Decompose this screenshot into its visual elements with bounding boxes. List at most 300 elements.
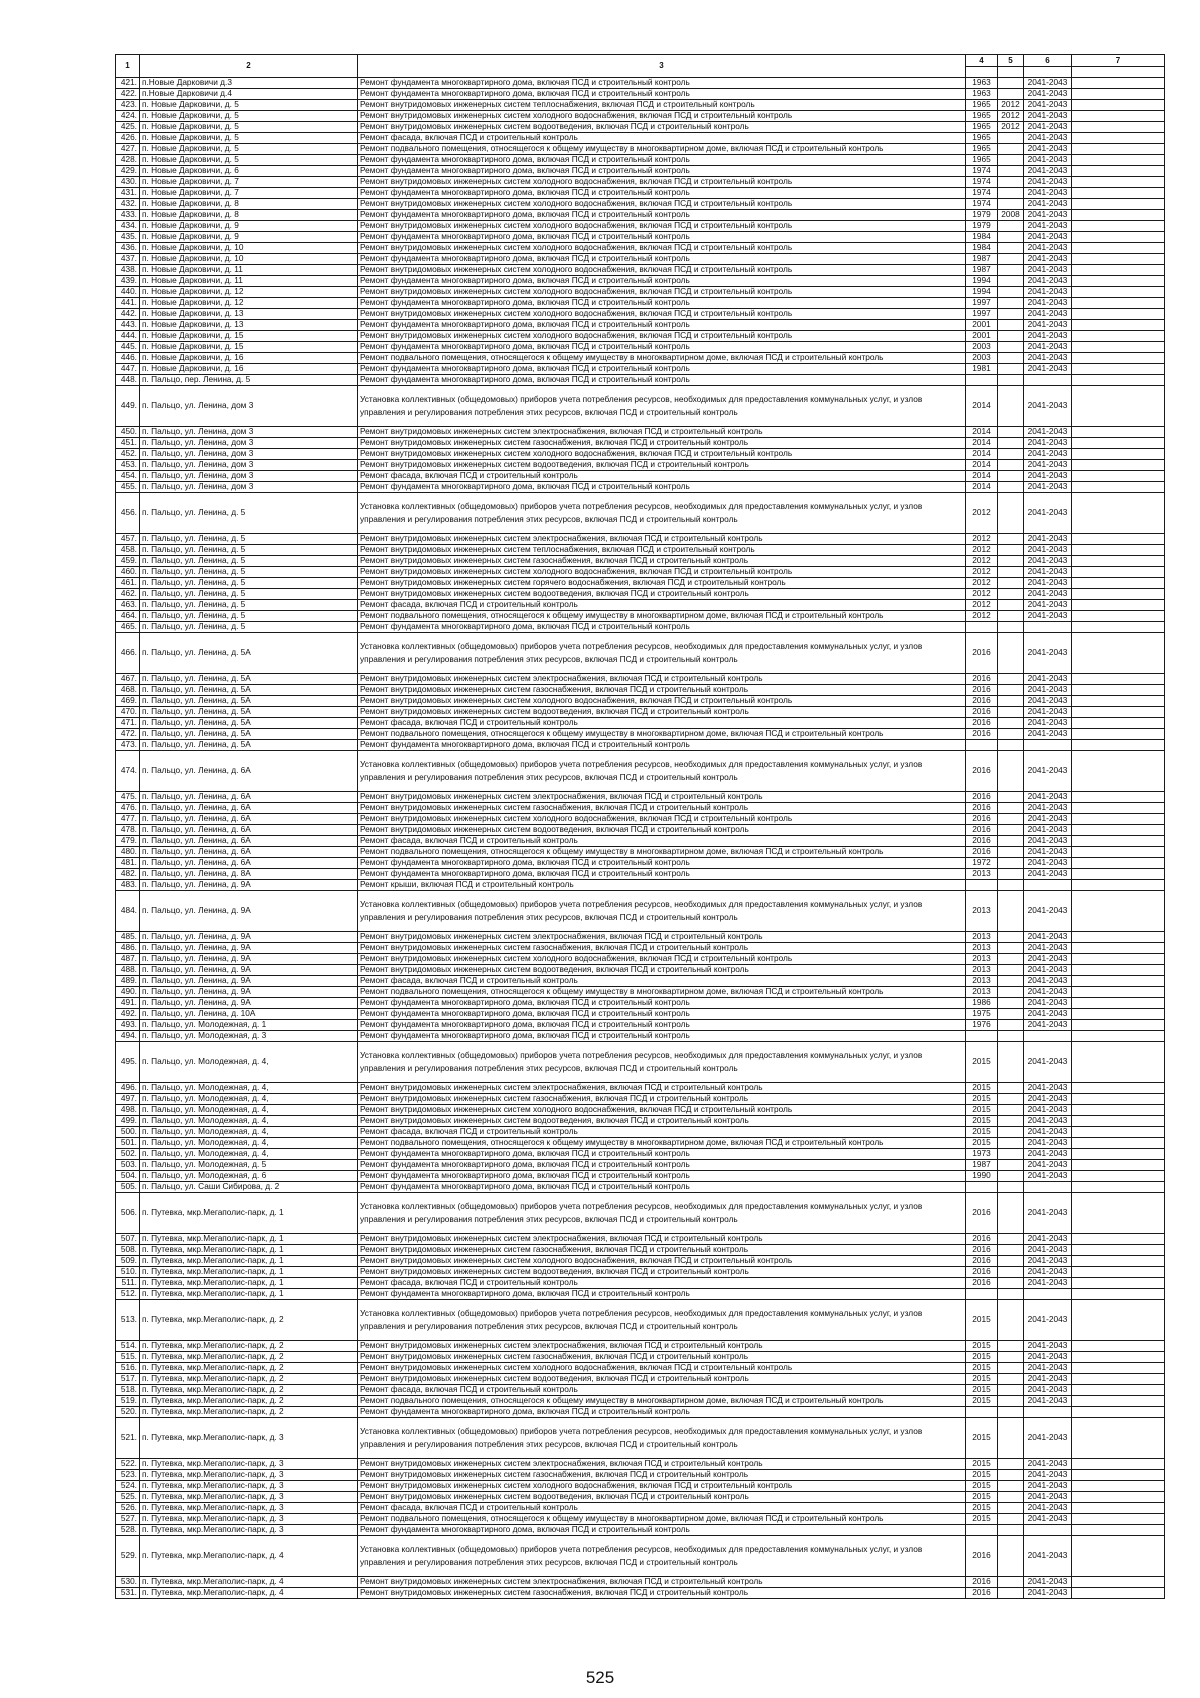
year-cell: 1994 [966,276,998,287]
year-cell: 2016 [966,1256,998,1267]
last-repair-year-cell [998,1127,1024,1138]
last-repair-year-cell [998,622,1024,633]
table-row [116,1182,1165,1193]
year-cell: 2015 [966,1363,998,1374]
last-repair-year-cell [998,674,1024,685]
work-description-cell: Ремонт фасада, включая ПСД и строительный контроль [358,1278,966,1289]
work-description-cell: Ремонт внутридомовых инженерных систем холодного водоснабжения, включая ПСД и строительный контроль [358,177,966,188]
last-repair-year-cell [998,331,1024,342]
work-description-cell: Ремонт фасада, включая ПСД и строительный контроль [358,1503,966,1514]
blank-cell [1072,1193,1165,1234]
planned-period-cell [1024,1182,1072,1193]
row-number: 457. [116,534,140,545]
blank-cell [1072,1105,1165,1116]
work-description-cell: Ремонт фундамента многоквартирного дома, включая ПСД и строительный контроль [358,1149,966,1160]
blank-cell [1072,1267,1165,1278]
table-row [116,880,1165,891]
col-1-header: 1 [116,55,140,78]
row-number: 465. [116,622,140,633]
planned-period-cell: 2041-2043 [1024,471,1072,482]
address-cell: п. Новые Дарковичи, д. 12 [140,298,358,309]
last-repair-year-cell [998,1503,1024,1514]
last-repair-year-cell [998,1418,1024,1459]
planned-period-cell: 2041-2043 [1024,1492,1072,1503]
planned-period-cell: 2041-2043 [1024,482,1072,493]
planned-period-cell: 2041-2043 [1024,265,1072,276]
row-number: 514. [116,1341,140,1352]
last-repair-year-cell [998,1374,1024,1385]
row-number: 490. [116,987,140,998]
work-description-cell: Ремонт крыши, включая ПСД и строительный контроль [358,880,966,891]
row-number: 455. [116,482,140,493]
blank-cell [1072,243,1165,254]
row-number: 516. [116,1363,140,1374]
work-description-cell: Ремонт фундамента многоквартирного дома, включая ПСД и строительный контроль [358,232,966,243]
planned-period-cell: 2041-2043 [1024,718,1072,729]
address-cell: п. Пальцо, пер. Ленина, д. 5 [140,375,358,386]
blank-cell [1072,1138,1165,1149]
planned-period-cell [1024,1289,1072,1300]
planned-period-cell: 2041-2043 [1024,1149,1072,1160]
address-cell: п. Пальцо, ул. Молодежная, д. 4, [140,1083,358,1094]
address-cell: п. Путевка, мкр.Мегаполис-парк, д. 3 [140,1481,358,1492]
table-row [116,298,1165,309]
work-description-cell: Ремонт внутридомовых инженерных систем водоотведения, включая ПСД и строительный контроль [358,1267,966,1278]
row-number: 525. [116,1492,140,1503]
table-row [116,1525,1165,1536]
blank-cell [1072,386,1165,427]
work-description-cell: Ремонт внутридомовых инженерных систем холодного водоснабжения, включая ПСД и строительный контроль [358,1105,966,1116]
work-description-cell: Ремонт внутридомовых инженерных систем электроснабжения, включая ПСД и строительный контроль [358,932,966,943]
blank-cell [1072,1492,1165,1503]
planned-period-cell [1024,1525,1072,1536]
row-number: 508. [116,1245,140,1256]
col-4-header: 4 [966,55,998,67]
row-number: 481. [116,858,140,869]
planned-period-cell: 2041-2043 [1024,803,1072,814]
planned-period-cell: 2041-2043 [1024,1009,1072,1020]
work-description-cell: Ремонт внутридомовых инженерных систем горячего водоснабжения, включая ПСД и строительный контроль [358,578,966,589]
row-number: 512. [116,1289,140,1300]
last-repair-year-cell [998,232,1024,243]
address-cell: п. Новые Дарковичи, д. 6 [140,166,358,177]
address-cell: п. Пальцо, ул. Молодежная, д. 4, [140,1149,358,1160]
address-cell: п. Путевка, мкр.Мегаполис-парк, д. 2 [140,1396,358,1407]
last-repair-year-cell [998,298,1024,309]
table-row [116,1009,1165,1020]
blank-cell [1072,199,1165,210]
address-cell: п. Пальцо, ул. Саши Сибирова, д. 2 [140,1182,358,1193]
row-number: 446. [116,353,140,364]
year-cell: 1987 [966,254,998,265]
last-repair-year-cell [998,1525,1024,1536]
blank-cell [1072,858,1165,869]
work-description-cell: Ремонт фундамента многоквартирного дома, включая ПСД и строительный контроль [358,1171,966,1182]
work-description-cell: Ремонт внутридомовых инженерных систем водоотведения, включая ПСД и строительный контроль [358,965,966,976]
table-row [116,1042,1165,1083]
header-spacer-cell [998,67,1024,78]
address-cell: п. Пальцо, ул. Ленина, д. 5 [140,556,358,567]
year-cell: 2016 [966,1588,998,1599]
planned-period-cell: 2041-2043 [1024,1256,1072,1267]
table-row [116,309,1165,320]
address-cell: п. Пальцо, ул. Ленина, д. 9А [140,987,358,998]
last-repair-year-cell [998,589,1024,600]
last-repair-year-cell [998,556,1024,567]
planned-period-cell: 2041-2043 [1024,932,1072,943]
last-repair-year-cell: 2012 [998,111,1024,122]
work-description-cell: Установка коллективных (общедомовых) приборов учета потребления ресурсов, необходимых для предоставления коммунальных услуг, и узлов управления и регулирования потребления этих ресурсов, включая ПСД и строительный контроль [358,633,966,674]
work-description-cell: Ремонт внутридомовых инженерных систем водоотведения, включая ПСД и строительный контроль [358,589,966,600]
address-cell: п. Путевка, мкр.Мегаполис-парк, д. 2 [140,1352,358,1363]
blank-cell [1072,1234,1165,1245]
table-row [116,1536,1165,1577]
work-description-cell: Ремонт фундамента многоквартирного дома, включая ПСД и строительный контроль [358,166,966,177]
table-row [116,375,1165,386]
address-cell: п. Путевка, мкр.Мегаполис-парк, д. 2 [140,1385,358,1396]
planned-period-cell: 2041-2043 [1024,111,1072,122]
year-cell: 1963 [966,89,998,100]
work-description-cell: Ремонт фундамента многоквартирного дома, включая ПСД и строительный контроль [358,364,966,375]
planned-period-cell: 2041-2043 [1024,243,1072,254]
address-cell: п. Путевка, мкр.Мегаполис-парк, д. 1 [140,1193,358,1234]
blank-cell [1072,364,1165,375]
row-number: 464. [116,611,140,622]
last-repair-year-cell [998,144,1024,155]
table-row [116,1396,1165,1407]
table-row [116,858,1165,869]
last-repair-year-cell [998,545,1024,556]
address-cell: п. Пальцо, ул. Молодежная, д. 4, [140,1105,358,1116]
address-cell: п. Пальцо, ул. Молодежная, д. 3 [140,1031,358,1042]
work-description-cell: Ремонт фундамента многоквартирного дома, включая ПСД и строительный контроль [358,298,966,309]
planned-period-cell: 2041-2043 [1024,386,1072,427]
address-cell: п. Новые Дарковичи, д. 9 [140,221,358,232]
year-cell: 2015 [966,1300,998,1341]
year-cell: 1997 [966,298,998,309]
year-cell: 1984 [966,232,998,243]
blank-cell [1072,1341,1165,1352]
last-repair-year-cell [998,567,1024,578]
year-cell [966,1525,998,1536]
table-row [116,287,1165,298]
last-repair-year-cell [998,1396,1024,1407]
blank-cell [1072,751,1165,792]
address-cell: п.Новые Дарковичи д.4 [140,89,358,100]
year-cell: 1984 [966,243,998,254]
year-cell: 2013 [966,954,998,965]
table-row [116,1459,1165,1470]
work-description-cell: Ремонт фасада, включая ПСД и строительный контроль [358,976,966,987]
table-row [116,199,1165,210]
table-row [116,1083,1165,1094]
year-cell: 2016 [966,847,998,858]
row-number: 509. [116,1256,140,1267]
table-row [116,221,1165,232]
table-row [116,847,1165,858]
address-cell: п. Новые Дарковичи, д. 16 [140,364,358,375]
last-repair-year-cell [998,751,1024,792]
planned-period-cell: 2041-2043 [1024,342,1072,353]
table-row [116,567,1165,578]
blank-cell [1072,210,1165,221]
planned-period-cell [1024,880,1072,891]
blank-cell [1072,567,1165,578]
planned-period-cell: 2041-2043 [1024,309,1072,320]
planned-period-cell [1024,1031,1072,1042]
table-row [116,1588,1165,1599]
address-cell: п. Пальцо, ул. Молодежная, д. 4, [140,1042,358,1083]
work-description-cell: Ремонт фундамента многоквартирного дома, включая ПСД и строительный контроль [358,320,966,331]
planned-period-cell: 2041-2043 [1024,331,1072,342]
work-description-cell: Ремонт внутридомовых инженерных систем холодного водоснабжения, включая ПСД и строительный контроль [358,1481,966,1492]
year-cell: 2013 [966,965,998,976]
table-row [116,1256,1165,1267]
work-description-cell: Ремонт внутридомовых инженерных систем холодного водоснабжения, включая ПСД и строительный контроль [358,331,966,342]
blank-cell [1072,1009,1165,1020]
planned-period-cell: 2041-2043 [1024,199,1072,210]
table-row [116,342,1165,353]
last-repair-year-cell [998,1234,1024,1245]
row-number: 505. [116,1182,140,1193]
year-cell: 2015 [966,1459,998,1470]
blank-cell [1072,1503,1165,1514]
row-number: 427. [116,144,140,155]
address-cell: п. Пальцо, ул. Ленина, д. 6А [140,803,358,814]
row-number: 480. [116,847,140,858]
planned-period-cell: 2041-2043 [1024,89,1072,100]
address-cell: п. Пальцо, ул. Молодежная, д. 4, [140,1127,358,1138]
last-repair-year-cell [998,1492,1024,1503]
blank-cell [1072,155,1165,166]
address-cell: п. Путевка, мкр.Мегаполис-парк, д. 3 [140,1418,358,1459]
year-cell: 2015 [966,1127,998,1138]
table-row [116,386,1165,427]
year-cell: 2015 [966,1083,998,1094]
address-cell: п. Пальцо, ул. Ленина, д. 8А [140,869,358,880]
address-cell: п. Путевка, мкр.Мегаполис-парк, д. 1 [140,1256,358,1267]
row-number: 473. [116,740,140,751]
row-number: 425. [116,122,140,133]
year-cell: 1963 [966,78,998,89]
table-row [116,155,1165,166]
row-number: 498. [116,1105,140,1116]
work-description-cell: Установка коллективных (общедомовых) приборов учета потребления ресурсов, необходимых для предоставления коммунальных услуг, и узлов управления и регулирования потребления этих ресурсов, включая ПСД и строительный контроль [358,1193,966,1234]
row-number: 422. [116,89,140,100]
table-row [116,1492,1165,1503]
col-7-header: 7 [1072,55,1165,67]
table-row [116,965,1165,976]
table-row [116,600,1165,611]
address-cell: п. Путевка, мкр.Мегаполис-парк, д. 3 [140,1503,358,1514]
year-cell: 2015 [966,1418,998,1459]
blank-cell [1072,320,1165,331]
blank-cell [1072,740,1165,751]
planned-period-cell: 2041-2043 [1024,534,1072,545]
planned-period-cell: 2041-2043 [1024,166,1072,177]
last-repair-year-cell [998,1171,1024,1182]
table-row [116,578,1165,589]
address-cell: п. Пальцо, ул. Ленина, д. 6А [140,792,358,803]
address-cell: п. Новые Дарковичи, д. 12 [140,287,358,298]
blank-cell [1072,1289,1165,1300]
year-cell: 2013 [966,891,998,932]
row-number: 520. [116,1407,140,1418]
last-repair-year-cell [998,133,1024,144]
work-description-cell: Ремонт внутридомовых инженерных систем холодного водоснабжения, включая ПСД и строительный контроль [358,1363,966,1374]
last-repair-year-cell [998,471,1024,482]
work-description-cell: Ремонт внутридомовых инженерных систем водоотведения, включая ПСД и строительный контроль [358,1116,966,1127]
address-cell: п. Путевка, мкр.Мегаполис-парк, д. 2 [140,1363,358,1374]
row-number: 460. [116,567,140,578]
address-cell: п. Путевка, мкр.Мегаполис-парк, д. 2 [140,1300,358,1341]
work-description-cell: Ремонт подвального помещения, относящегося к общему имуществу в многоквартирном доме, включая ПСД и строительный контроль [358,144,966,155]
row-number: 487. [116,954,140,965]
table-row [116,438,1165,449]
last-repair-year-cell [998,221,1024,232]
planned-period-cell: 2041-2043 [1024,729,1072,740]
address-cell: п. Новые Дарковичи, д. 5 [140,122,358,133]
last-repair-year-cell [998,1536,1024,1577]
year-cell: 2014 [966,460,998,471]
blank-cell [1072,1020,1165,1031]
work-description-cell: Ремонт фундамента многоквартирного дома, включая ПСД и строительный контроль [358,188,966,199]
table-body [116,78,1165,1599]
year-cell: 1979 [966,210,998,221]
work-description-cell: Ремонт фундамента многоквартирного дома, включая ПСД и строительный контроль [358,1031,966,1042]
year-cell: 2016 [966,729,998,740]
table-row [116,1289,1165,1300]
year-cell: 2016 [966,633,998,674]
year-cell: 2015 [966,1341,998,1352]
table-row [116,1503,1165,1514]
work-description-cell: Установка коллективных (общедомовых) приборов учета потребления ресурсов, необходимых для предоставления коммунальных услуг, и узлов управления и регулирования потребления этих ресурсов, включая ПСД и строительный контроль [358,386,966,427]
address-cell: п. Пальцо, ул. Молодежная, д. 4, [140,1116,358,1127]
table-row [116,674,1165,685]
blank-cell [1072,847,1165,858]
table-row [116,1094,1165,1105]
planned-period-cell: 2041-2043 [1024,674,1072,685]
work-description-cell: Ремонт фасада, включая ПСД и строительный контроль [358,718,966,729]
blank-cell [1072,1525,1165,1536]
last-repair-year-cell: 2012 [998,122,1024,133]
table-row [116,792,1165,803]
year-cell: 2012 [966,545,998,556]
blank-cell [1072,1352,1165,1363]
blank-cell [1072,144,1165,155]
planned-period-cell: 2041-2043 [1024,298,1072,309]
year-cell: 2015 [966,1514,998,1525]
row-number: 494. [116,1031,140,1042]
row-number: 472. [116,729,140,740]
blank-cell [1072,954,1165,965]
work-description-cell: Установка коллективных (общедомовых) приборов учета потребления ресурсов, необходимых для предоставления коммунальных услуг, и узлов управления и регулирования потребления этих ресурсов, включая ПСД и строительный контроль [358,1418,966,1459]
work-description-cell: Ремонт фасада, включая ПСД и строительный контроль [358,1127,966,1138]
work-description-cell: Ремонт внутридомовых инженерных систем газоснабжения, включая ПСД и строительный контроль [358,943,966,954]
year-cell: 2015 [966,1503,998,1514]
blank-cell [1072,943,1165,954]
last-repair-year-cell [998,1278,1024,1289]
address-cell: п. Новые Дарковичи, д. 16 [140,353,358,364]
last-repair-year-cell [998,1116,1024,1127]
work-description-cell: Ремонт фундамента многоквартирного дома, включая ПСД и строительный контроль [358,740,966,751]
blank-cell [1072,696,1165,707]
planned-period-cell: 2041-2043 [1024,707,1072,718]
address-cell: п. Пальцо, ул. Ленина, дом 3 [140,427,358,438]
blank-cell [1072,1245,1165,1256]
address-cell: п. Пальцо, ул. Ленина, д. 5А [140,696,358,707]
last-repair-year-cell [998,276,1024,287]
address-cell: п. Пальцо, ул. Ленина, дом 3 [140,438,358,449]
planned-period-cell: 2041-2043 [1024,364,1072,375]
year-cell: 2016 [966,707,998,718]
last-repair-year-cell [998,166,1024,177]
planned-period-cell [1024,1407,1072,1418]
blank-cell [1072,133,1165,144]
row-number: 467. [116,674,140,685]
planned-period-cell: 2041-2043 [1024,188,1072,199]
planned-period-cell: 2041-2043 [1024,353,1072,364]
planned-period-cell: 2041-2043 [1024,177,1072,188]
blank-cell [1072,221,1165,232]
work-description-cell: Ремонт внутридомовых инженерных систем электроснабжения, включая ПСД и строительный контроль [358,427,966,438]
column-numbers-row [116,55,1165,67]
address-cell: п. Пальцо, ул. Ленина, д. 5А [140,707,358,718]
planned-period-cell: 2041-2043 [1024,1300,1072,1341]
blank-cell [1072,89,1165,100]
last-repair-year-cell [998,386,1024,427]
last-repair-year-cell [998,729,1024,740]
planned-period-cell: 2041-2043 [1024,1042,1072,1083]
col-5-header: 5 [998,55,1024,67]
last-repair-year-cell [998,869,1024,880]
last-repair-year-cell [998,1193,1024,1234]
blank-cell [1072,276,1165,287]
work-description-cell: Ремонт фундамента многоквартирного дома, включая ПСД и строительный контроль [358,998,966,1009]
table-row [116,534,1165,545]
planned-period-cell: 2041-2043 [1024,1536,1072,1577]
row-number: 523. [116,1470,140,1481]
work-description-cell: Ремонт фундамента многоквартирного дома, включая ПСД и строительный контроль [358,858,966,869]
work-description-cell: Ремонт внутридомовых инженерных систем водоотведения, включая ПСД и строительный контроль [358,122,966,133]
address-cell: п. Путевка, мкр.Мегаполис-парк, д. 1 [140,1234,358,1245]
table-row [116,1193,1165,1234]
address-cell: п. Путевка, мкр.Мегаполис-парк, д. 4 [140,1588,358,1599]
work-description-cell: Ремонт внутридомовых инженерных систем газоснабжения, включая ПСД и строительный контроль [358,803,966,814]
work-description-cell: Ремонт фасада, включая ПСД и строительный контроль [358,1385,966,1396]
work-description-cell: Ремонт фундамента многоквартирного дома, включая ПСД и строительный контроль [358,1289,966,1300]
row-number: 451. [116,438,140,449]
address-cell: п. Пальцо, ул. Ленина, д. 6А [140,751,358,792]
table-row [116,729,1165,740]
year-cell: 2016 [966,685,998,696]
col-6-header: 6 [1024,55,1072,67]
year-cell: 2016 [966,1193,998,1234]
last-repair-year-cell [998,1267,1024,1278]
planned-period-cell: 2041-2043 [1024,825,1072,836]
table-row [116,1278,1165,1289]
last-repair-year-cell [998,534,1024,545]
planned-period-cell: 2041-2043 [1024,1374,1072,1385]
row-number: 486. [116,943,140,954]
work-description-cell: Ремонт фундамента многоквартирного дома, включая ПСД и строительный контроль [358,1009,966,1020]
year-cell: 2015 [966,1138,998,1149]
last-repair-year-cell [998,243,1024,254]
table-row [116,1577,1165,1588]
planned-period-cell: 2041-2043 [1024,438,1072,449]
planned-period-cell: 2041-2043 [1024,1171,1072,1182]
address-cell: п. Пальцо, ул. Ленина, дом 3 [140,460,358,471]
